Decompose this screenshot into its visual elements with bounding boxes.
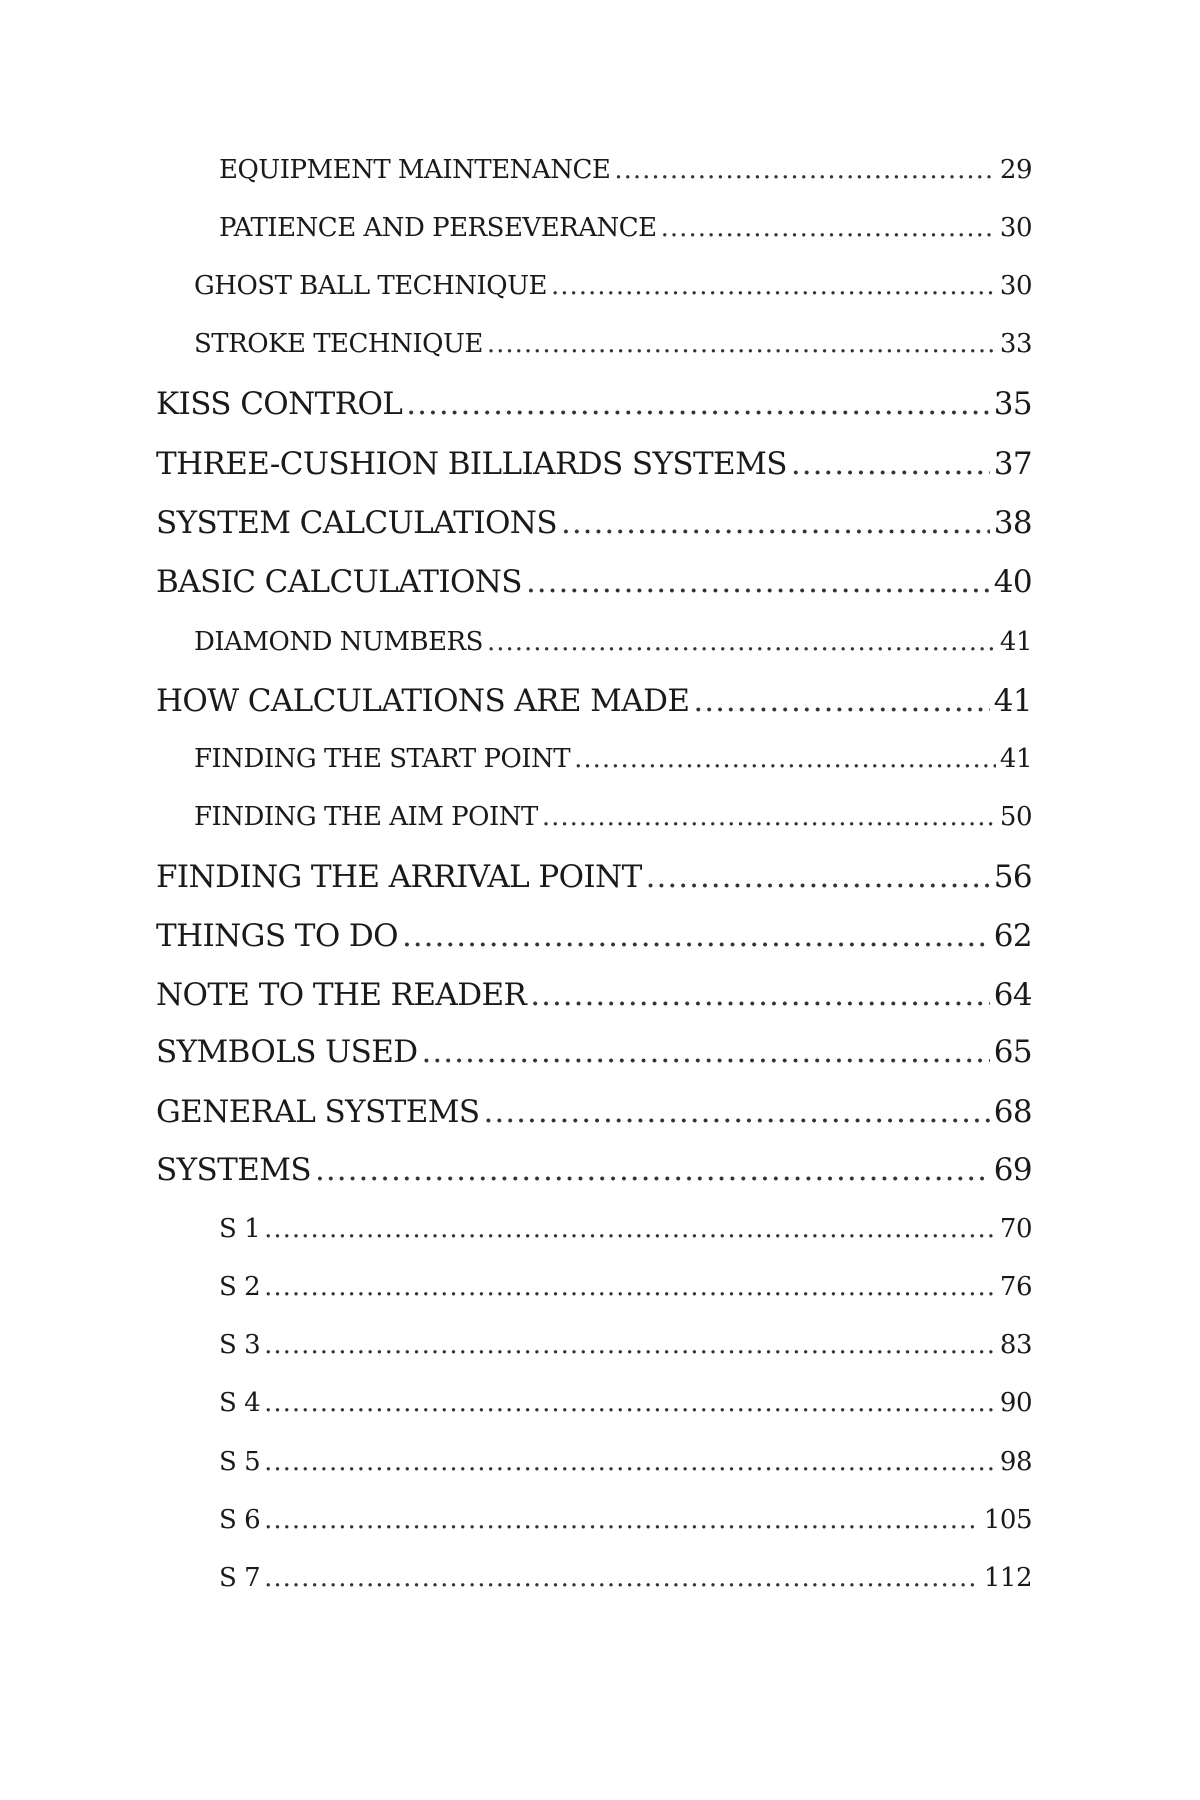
toc-entry-diamond-numbers[interactable] <box>194 627 1032 657</box>
toc-entry-title: DIAMOND NUMBERS <box>194 627 483 657</box>
toc-entry-three-cushion-billiards-systems[interactable] <box>156 446 1032 482</box>
toc-entry-page: 70 <box>999 1214 1032 1244</box>
toc-entry-ghost-ball-technique[interactable] <box>194 271 1032 301</box>
toc-entry-title: S 5 <box>219 1447 261 1477</box>
toc-entry-title: GHOST BALL TECHNIQUE <box>194 271 547 301</box>
toc-entry-page: 83 <box>999 1330 1032 1360</box>
toc-entry-page: 29 <box>999 155 1032 185</box>
toc-entry-title: SYMBOLS USED <box>156 1034 418 1070</box>
toc-entry-s1[interactable] <box>219 1214 1032 1244</box>
toc-entry-basic-calculations[interactable] <box>156 564 1032 600</box>
dot-leader <box>422 1034 990 1070</box>
dot-leader <box>614 155 996 185</box>
dot-leader <box>551 271 996 301</box>
toc-entry-page: 30 <box>999 213 1032 243</box>
toc-entry-page: 65 <box>993 1034 1032 1070</box>
dot-leader <box>315 1152 990 1188</box>
toc-entry-page: 37 <box>993 446 1032 482</box>
toc-entry-title: GENERAL SYSTEMS <box>156 1094 480 1130</box>
dot-leader <box>402 918 990 954</box>
toc-entry-title: SYSTEM CALCULATIONS <box>156 505 557 541</box>
toc-entry-s6[interactable] <box>219 1505 1032 1535</box>
toc-entry-title: S 6 <box>219 1505 261 1535</box>
toc-entry-title: FINDING THE ARRIVAL POINT <box>156 859 642 895</box>
toc-entry-page: 105 <box>983 1505 1032 1535</box>
toc-entry-page: 38 <box>993 505 1032 541</box>
toc-entry-s7[interactable] <box>219 1563 1032 1593</box>
toc-entry-title: S 7 <box>219 1563 261 1593</box>
toc-entry-page: 30 <box>999 271 1032 301</box>
toc-entry-title: STROKE TECHNIQUE <box>194 329 483 359</box>
toc-entry-system-calculations[interactable] <box>156 505 1032 541</box>
toc-entry-page: 69 <box>993 1152 1032 1188</box>
toc-entry-page: 112 <box>983 1563 1032 1593</box>
toc-entry-note-to-the-reader[interactable] <box>156 977 1032 1013</box>
toc-entry-finding-the-start-point[interactable] <box>194 744 1032 774</box>
toc-entry-systems[interactable] <box>156 1152 1032 1188</box>
dot-leader <box>406 386 989 422</box>
toc-entry-page: 41 <box>999 744 1032 774</box>
toc-entry-title: S 4 <box>219 1388 261 1418</box>
toc-entry-stroke-technique[interactable] <box>194 329 1032 359</box>
toc-entry-s5[interactable] <box>219 1447 1032 1477</box>
dot-leader <box>264 1272 996 1302</box>
toc-entry-page: 98 <box>999 1447 1032 1477</box>
toc-entry-s3[interactable] <box>219 1330 1032 1360</box>
toc-entry-page: 64 <box>993 977 1032 1013</box>
dot-leader <box>530 977 990 1013</box>
dot-leader <box>264 1505 980 1535</box>
dot-leader <box>264 1563 980 1593</box>
dot-leader <box>693 683 989 719</box>
dot-leader <box>661 213 996 243</box>
toc-entry-title: S 2 <box>219 1272 261 1302</box>
dot-leader <box>791 446 990 482</box>
dot-leader <box>646 859 990 895</box>
toc-entry-title: THREE-CUSHION BILLIARDS SYSTEMS <box>156 446 787 482</box>
toc-entry-things-to-do[interactable] <box>156 918 1032 954</box>
toc-entry-page: 90 <box>999 1388 1032 1418</box>
toc-entry-title: HOW CALCULATIONS ARE MADE <box>156 683 690 719</box>
toc-entry-title: THINGS TO DO <box>156 918 398 954</box>
dot-leader <box>484 1094 990 1130</box>
toc-entry-page: 68 <box>993 1094 1032 1130</box>
toc-entry-page: 56 <box>993 859 1032 895</box>
toc-entry-general-systems[interactable] <box>156 1094 1032 1130</box>
toc-entry-kiss-control[interactable] <box>156 386 1032 422</box>
dot-leader <box>526 564 990 600</box>
toc-entry-title: FINDING THE AIM POINT <box>194 802 538 832</box>
toc-entry-title: FINDING THE START POINT <box>194 744 571 774</box>
toc-entry-title: S 3 <box>219 1330 261 1360</box>
toc-entry-s2[interactable] <box>219 1272 1032 1302</box>
dot-leader <box>264 1388 996 1418</box>
toc-entry-title: S 1 <box>219 1214 261 1244</box>
toc-entry-page: 41 <box>999 627 1032 657</box>
toc-entry-page: 76 <box>999 1272 1032 1302</box>
dot-leader <box>561 505 990 541</box>
dot-leader <box>574 744 996 774</box>
toc-entry-page: 33 <box>999 329 1032 359</box>
toc-entry-title: EQUIPMENT MAINTENANCE <box>219 155 611 185</box>
dot-leader <box>264 1214 996 1244</box>
toc-entry-patience-and-perseverance[interactable] <box>219 213 1032 243</box>
dot-leader <box>487 329 996 359</box>
toc-entry-title: KISS CONTROL <box>156 386 403 422</box>
toc-entry-equipment-maintenance[interactable] <box>219 155 1032 185</box>
dot-leader <box>487 627 996 657</box>
toc-entry-title: PATIENCE AND PERSEVERANCE <box>219 213 657 243</box>
toc-entry-title: NOTE TO THE READER <box>156 977 527 1013</box>
toc-entry-symbols-used[interactable] <box>156 1034 1032 1070</box>
toc-entry-s4[interactable] <box>219 1388 1032 1418</box>
toc-entry-page: 41 <box>993 683 1032 719</box>
toc-entry-page: 62 <box>993 918 1032 954</box>
toc-entry-finding-the-aim-point[interactable] <box>194 802 1032 832</box>
toc-entry-title: SYSTEMS <box>156 1152 312 1188</box>
toc-entry-finding-the-arrival-point[interactable] <box>156 859 1032 895</box>
dot-leader <box>264 1330 996 1360</box>
dot-leader <box>542 802 996 832</box>
toc-entry-page: 35 <box>993 386 1032 422</box>
toc-entry-how-calculations-are-made[interactable] <box>156 683 1032 719</box>
toc-entry-page: 40 <box>993 564 1032 600</box>
dot-leader <box>264 1447 996 1477</box>
toc-entry-page: 50 <box>999 802 1032 832</box>
toc-entry-title: BASIC CALCULATIONS <box>156 564 522 600</box>
